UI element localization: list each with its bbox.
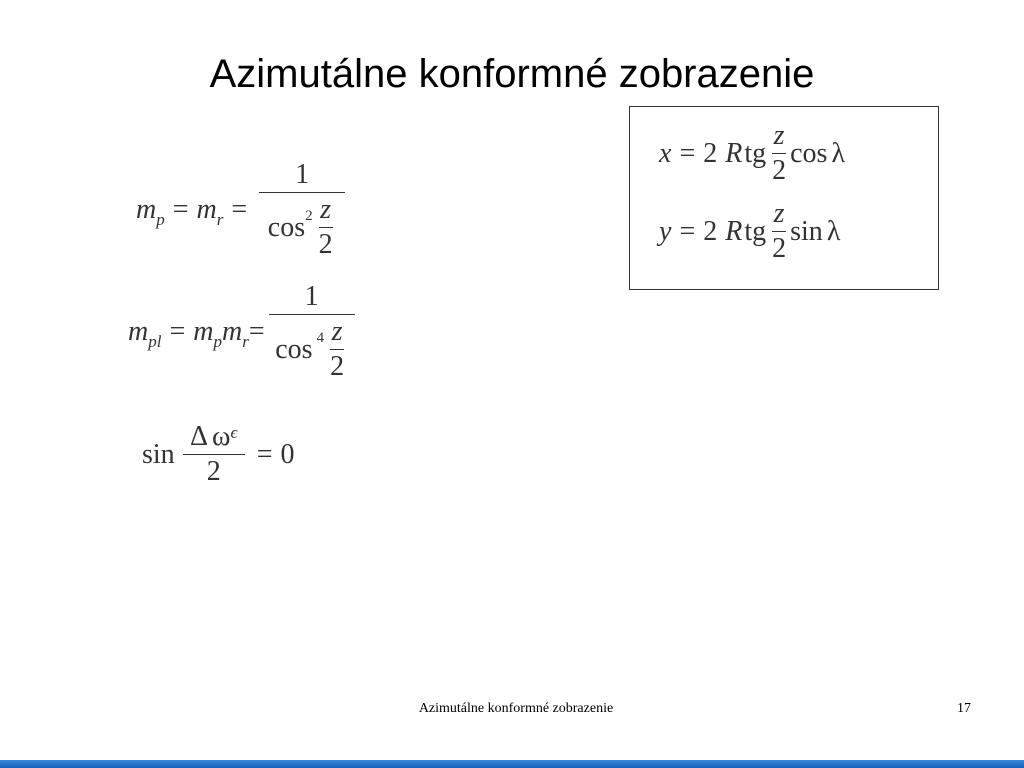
sin-function: sin — [790, 215, 823, 247]
area-scale-equation — [128, 280, 359, 384]
delta-symbol: Δ — [190, 421, 209, 452]
x-coordinate-equation — [659, 119, 845, 188]
equals-sign: = — [231, 194, 248, 225]
y-variable: y — [659, 215, 672, 247]
equals-sign: = — [679, 215, 696, 247]
omega-symbol: ω — [212, 421, 231, 452]
z-variable: z — [773, 198, 785, 229]
tg-function: tg — [744, 215, 767, 247]
lambda-symbol: λ — [831, 137, 846, 169]
page-number: 17 — [957, 701, 971, 716]
z-variable: z — [320, 194, 332, 225]
zero: 0 — [280, 438, 295, 470]
cos-function: cos — [275, 333, 313, 365]
z-variable: z — [331, 316, 343, 347]
denominator-two: 2 — [318, 229, 333, 260]
m-symbol: m — [196, 194, 217, 225]
cos-function: cos — [790, 137, 828, 169]
subscript-epsilon: ϵ — [230, 423, 238, 442]
subscript-pl: pl — [148, 332, 162, 351]
m-symbol: m — [136, 194, 157, 225]
numerator: 1 — [295, 159, 310, 190]
numerator: 1 — [304, 281, 319, 312]
exponent: 2 — [305, 207, 313, 224]
angular-distortion-equation — [142, 420, 294, 489]
equals-sign: = — [248, 316, 265, 347]
equals-sign: = — [169, 316, 186, 347]
exponent: 4 — [316, 329, 325, 346]
tg-function: tg — [744, 137, 767, 169]
scale-factor-equation — [136, 158, 349, 262]
x-variable: x — [659, 137, 672, 169]
denominator-two: 2 — [330, 351, 345, 382]
denominator-two: 2 — [206, 456, 221, 487]
radius-symbol: R — [725, 137, 743, 169]
denominator-two: 2 — [772, 155, 787, 186]
equals-sign: = — [256, 438, 273, 470]
coefficient: 2 — [703, 137, 718, 169]
m-symbol: m — [128, 316, 149, 347]
subscript-r: r — [242, 332, 249, 351]
denominator-two: 2 — [772, 233, 787, 264]
equals-sign: = — [172, 194, 189, 225]
equals-sign: = — [679, 137, 696, 169]
radius-symbol: R — [725, 215, 743, 247]
subscript-p: p — [156, 210, 165, 229]
slide-title: Azimutálne konformné zobrazenie — [209, 52, 815, 96]
z-variable: z — [773, 120, 785, 151]
footer-bar — [0, 760, 1024, 768]
fraction — [269, 280, 355, 384]
subscript-p: p — [213, 332, 222, 351]
lambda-symbol: λ — [826, 215, 841, 247]
coefficient: 2 — [703, 215, 718, 247]
fraction — [183, 420, 245, 489]
footer-title: Azimutálne konformné zobrazenie — [418, 701, 614, 716]
m-symbol: m — [193, 316, 214, 347]
cos-function: cos — [267, 211, 306, 243]
sin-function: sin — [142, 438, 175, 470]
subscript-r: r — [216, 210, 224, 229]
coordinates-box — [629, 106, 939, 290]
y-coordinate-equation — [659, 197, 840, 266]
m-symbol: m — [222, 316, 243, 347]
fraction — [259, 158, 345, 262]
